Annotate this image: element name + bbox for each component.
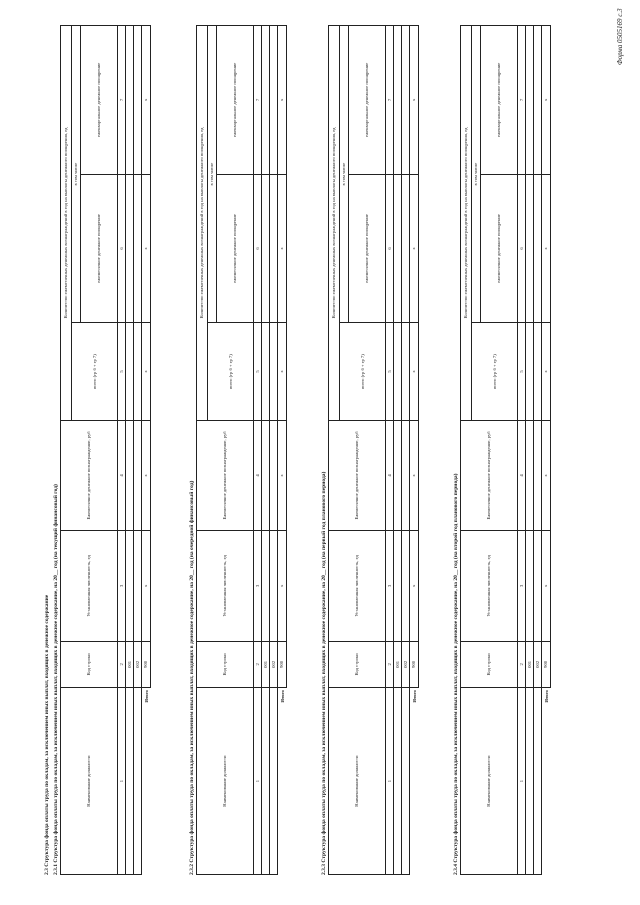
header-count-group: Количество ежемесячных денежных вознаграждений в год на выплаты денежного поощрения, ед <box>61 26 72 421</box>
x-mark: х <box>542 420 551 530</box>
column-number: 7 <box>118 26 126 175</box>
cell-value[interactable] <box>402 26 410 175</box>
column-number: 5 <box>254 323 262 421</box>
table-row <box>262 26 270 875</box>
header-headcount: Установленная численность, ед <box>461 531 518 641</box>
cell-value[interactable] <box>134 531 142 641</box>
header-code: Код строки <box>61 641 118 688</box>
column-number: 3 <box>386 531 394 641</box>
cell-value[interactable] <box>526 26 534 175</box>
structure-table <box>60 25 151 875</box>
x-mark: х <box>542 26 551 175</box>
header-including: в том числе <box>472 26 481 323</box>
header-monthly-bonus: ежемесячное денежное поощрение <box>81 174 118 323</box>
x-mark: х <box>542 174 551 323</box>
structure-table <box>328 25 419 875</box>
x-mark: х <box>410 420 419 530</box>
cell-code: 002 <box>402 641 410 688</box>
cell-value[interactable] <box>394 26 402 175</box>
cell-code: 001 <box>394 641 402 688</box>
section-1 <box>52 25 151 875</box>
cell-value[interactable] <box>526 531 534 641</box>
header-total: всего (гр 6 + гр 7) <box>472 323 518 421</box>
x-mark: х <box>278 323 287 421</box>
column-number: 4 <box>518 420 526 530</box>
section-title: 2.3.2 Структура фонда оплаты труда по окладам, за исключением иных выплат, входящих в денежное содержание, на 20__ год (на очередной финансовый год) <box>189 480 195 875</box>
cell-value[interactable] <box>262 174 270 323</box>
total-label: Итого <box>143 690 149 703</box>
column-number: 5 <box>386 323 394 421</box>
header-code: Код строки <box>329 641 386 688</box>
cell-code: 002 <box>270 641 278 688</box>
header-quarterly-bonus: ежеквартальное денежное поощрение <box>481 26 518 175</box>
x-mark: х <box>542 531 551 641</box>
column-number: 3 <box>118 531 126 641</box>
section-title: 2.3.3 Структура фонда оплаты труда по окладам, за исключением иных выплат, входящих в денежное содержание, на 20__ год (на первый год планового периода) <box>321 471 327 875</box>
cell-code: 001 <box>526 641 534 688</box>
cell-code: 002 <box>134 641 142 688</box>
table-row <box>126 26 134 875</box>
column-number: 2 <box>118 641 126 688</box>
table-row <box>134 26 142 875</box>
cell-value[interactable] <box>126 323 134 421</box>
cell-value[interactable] <box>534 531 542 641</box>
cell-value[interactable] <box>270 420 278 530</box>
cell-value[interactable] <box>526 174 534 323</box>
cell-value[interactable] <box>134 420 142 530</box>
cell-value[interactable] <box>394 531 402 641</box>
header-quarterly-bonus: ежеквартальное денежное поощрение <box>349 26 386 175</box>
header-monthly-bonus: ежемесячное денежное поощрение <box>217 174 254 323</box>
x-mark: х <box>278 420 287 530</box>
x-mark: х <box>142 323 151 421</box>
structure-table <box>196 25 287 875</box>
total-label: Итого <box>279 690 285 703</box>
column-number: 1 <box>254 688 262 875</box>
form-code: Форма 0505169 с.3 <box>616 8 624 65</box>
cell-position <box>262 688 270 875</box>
cell-value[interactable] <box>270 26 278 175</box>
column-number: 6 <box>118 174 126 323</box>
header-monthly: Ежемесячное денежное вознаграждение, руб <box>461 420 518 530</box>
header-including: в том числе <box>72 26 81 323</box>
column-number: 3 <box>518 531 526 641</box>
x-mark: х <box>142 174 151 323</box>
cell-position <box>526 688 534 875</box>
cell-position <box>394 688 402 875</box>
cell-value[interactable] <box>402 323 410 421</box>
column-number: 4 <box>254 420 262 530</box>
table-row <box>534 26 542 875</box>
header-position: Наименование должности <box>461 688 518 875</box>
header-headcount: Установленная численность, ед <box>197 531 254 641</box>
total-label: Итого <box>543 690 549 703</box>
cell-value[interactable] <box>526 323 534 421</box>
cell-value[interactable] <box>270 174 278 323</box>
column-number: 2 <box>254 641 262 688</box>
header-quarterly-bonus: ежеквартальное денежное поощрение <box>217 26 254 175</box>
main-title: 2.3 Структура фонда оплаты труда по окладам, за исключением иных выплат, входящих в денежное содержание <box>44 594 50 875</box>
total-code: 900 <box>142 641 151 688</box>
cell-value[interactable] <box>270 531 278 641</box>
cell-position <box>126 688 134 875</box>
cell-value[interactable] <box>534 323 542 421</box>
cell-code: 002 <box>534 641 542 688</box>
x-mark: х <box>142 420 151 530</box>
x-mark: х <box>410 531 419 641</box>
cell-value[interactable] <box>134 26 142 175</box>
total-code: 900 <box>542 641 551 688</box>
header-count-group: Количество ежемесячных денежных вознаграждений в год на выплаты денежного поощрения, ед <box>329 26 340 421</box>
total-label: Итого <box>411 690 417 703</box>
cell-value[interactable] <box>262 323 270 421</box>
header-count-group: Количество ежемесячных денежных вознаграждений в год на выплаты денежного поощрения, ед <box>461 26 472 421</box>
table-row <box>270 26 278 875</box>
header-total: всего (гр 6 + гр 7) <box>340 323 386 421</box>
header-including: в том числе <box>208 26 217 323</box>
header-code: Код строки <box>461 641 518 688</box>
cell-code: 001 <box>126 641 134 688</box>
cell-value[interactable] <box>262 26 270 175</box>
x-mark: х <box>410 323 419 421</box>
header-position: Наименование должности <box>197 688 254 875</box>
section-title: 2.3.4 Структура фонда оплаты труда по окладам, за исключением иных выплат, входящих в денежное содержание, на 20__ год (на второй год планового периода) <box>453 473 459 875</box>
section-title: 2.3.1 Структура фонда оплаты труда по окладам, за исключением иных выплат, входящих в денежное содержание, на 20__ год (на текущий финансовый год) <box>53 484 59 875</box>
table-row <box>526 26 534 875</box>
header-headcount: Установленная численность, ед <box>61 531 118 641</box>
header-total: всего (гр 6 + гр 7) <box>208 323 254 421</box>
header-monthly: Ежемесячное денежное вознаграждение, руб <box>197 420 254 530</box>
total-code: 900 <box>410 641 419 688</box>
header-code: Код строки <box>197 641 254 688</box>
cell-value[interactable] <box>402 531 410 641</box>
header-position: Наименование должности <box>61 688 118 875</box>
cell-value[interactable] <box>134 323 142 421</box>
x-mark: х <box>142 531 151 641</box>
cell-code: 001 <box>262 641 270 688</box>
header-monthly: Ежемесячное денежное вознаграждение, руб <box>329 420 386 530</box>
cell-value[interactable] <box>126 420 134 530</box>
cell-value[interactable] <box>262 420 270 530</box>
cell-value[interactable] <box>126 531 134 641</box>
total-code: 900 <box>278 641 287 688</box>
column-number: 5 <box>518 323 526 421</box>
cell-value[interactable] <box>394 420 402 530</box>
column-number: 6 <box>518 174 526 323</box>
cell-value[interactable] <box>262 531 270 641</box>
cell-value[interactable] <box>394 323 402 421</box>
cell-value[interactable] <box>134 174 142 323</box>
cell-value[interactable] <box>126 174 134 323</box>
x-mark: х <box>410 26 419 175</box>
structure-table <box>460 25 551 875</box>
cell-value[interactable] <box>534 420 542 530</box>
cell-position <box>270 688 278 875</box>
table-row <box>394 26 402 875</box>
x-mark: х <box>278 174 287 323</box>
column-number: 1 <box>386 688 394 875</box>
column-number: 7 <box>518 26 526 175</box>
column-number: 4 <box>118 420 126 530</box>
header-position: Наименование должности <box>329 688 386 875</box>
column-number: 7 <box>254 26 262 175</box>
cell-position <box>534 688 542 875</box>
column-number: 1 <box>518 688 526 875</box>
x-mark: х <box>542 323 551 421</box>
x-mark: х <box>278 531 287 641</box>
column-number: 5 <box>118 323 126 421</box>
cell-value[interactable] <box>402 420 410 530</box>
header-including: в том числе <box>340 26 349 323</box>
x-mark: х <box>142 26 151 175</box>
column-number: 1 <box>118 688 126 875</box>
header-monthly-bonus: ежемесячное денежное поощрение <box>349 174 386 323</box>
column-number: 2 <box>386 641 394 688</box>
header-quarterly-bonus: ежеквартальное денежное поощрение <box>81 26 118 175</box>
section-4 <box>452 25 551 875</box>
section-3 <box>320 25 419 875</box>
header-monthly: Ежемесячное денежное вознаграждение, руб <box>61 420 118 530</box>
column-number: 2 <box>518 641 526 688</box>
cell-value[interactable] <box>394 174 402 323</box>
cell-position <box>134 688 142 875</box>
column-number: 3 <box>254 531 262 641</box>
cell-value[interactable] <box>126 26 134 175</box>
cell-position <box>402 688 410 875</box>
cell-value[interactable] <box>534 174 542 323</box>
column-number: 7 <box>386 26 394 175</box>
cell-value[interactable] <box>402 174 410 323</box>
column-number: 6 <box>386 174 394 323</box>
header-monthly-bonus: ежемесячное денежное поощрение <box>481 174 518 323</box>
x-mark: х <box>410 174 419 323</box>
cell-value[interactable] <box>270 323 278 421</box>
x-mark: х <box>278 26 287 175</box>
header-headcount: Установленная численность, ед <box>329 531 386 641</box>
header-total: всего (гр 6 + гр 7) <box>72 323 118 421</box>
cell-value[interactable] <box>534 26 542 175</box>
column-number: 4 <box>386 420 394 530</box>
cell-value[interactable] <box>526 420 534 530</box>
column-number: 6 <box>254 174 262 323</box>
section-2 <box>188 25 287 875</box>
header-count-group: Количество ежемесячных денежных вознаграждений в год на выплаты денежного поощрения, ед <box>197 26 208 421</box>
table-row <box>402 26 410 875</box>
